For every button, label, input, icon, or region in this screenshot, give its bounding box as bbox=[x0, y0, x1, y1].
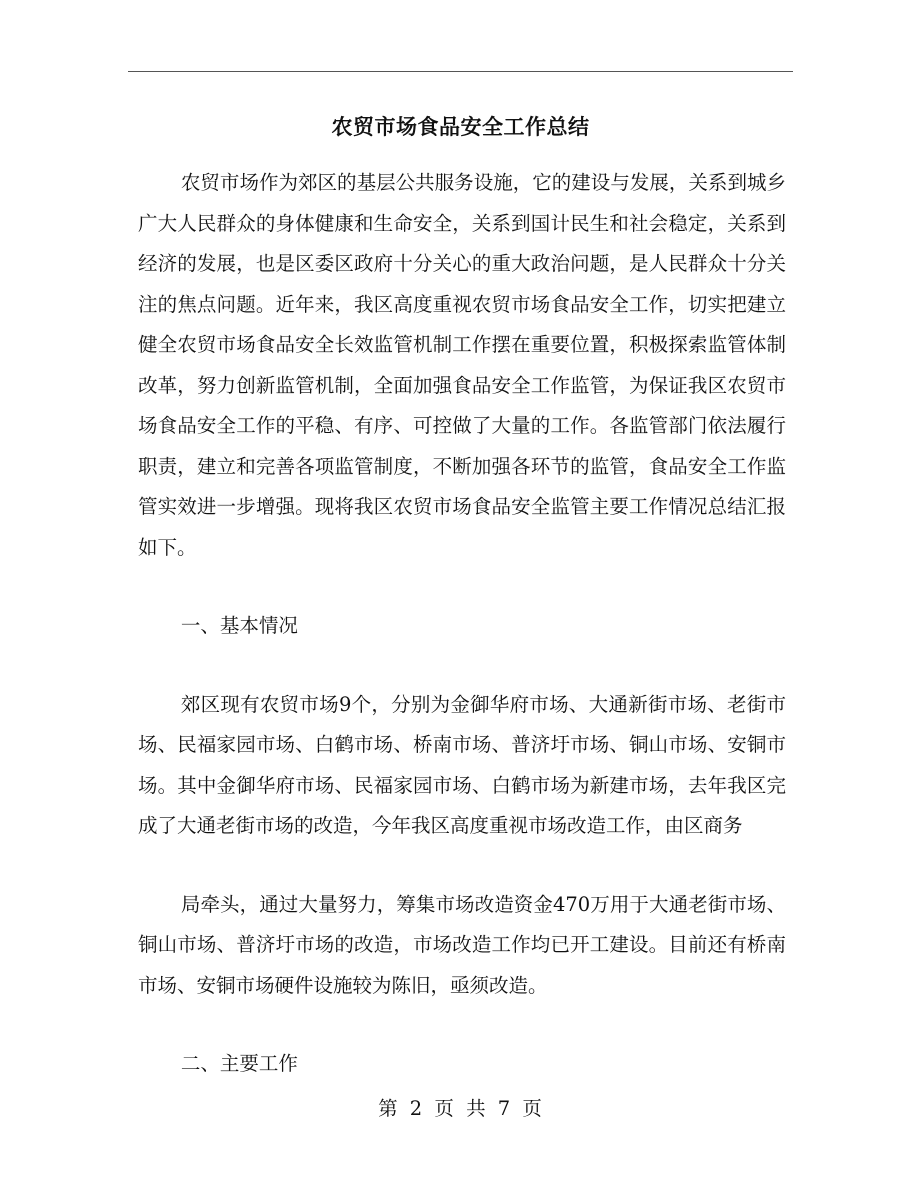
paragraph-market-overview: 郊区现有农贸市场9个，分别为金御华府市场、大通新街市场、老街市场、民福家园市场、白鹤市场、桥南市场、普济圩市场、铜山市场、安铜市场。其中金御华府市场、民福家园市场、白鹤市场为新建市场，去年我区完成了大通老街市场的改造，今年我区高度重视市场改造工作，由区商务 bbox=[138, 692, 786, 837]
section-heading-basic-situation: 一、基本情况 bbox=[180, 614, 298, 637]
page-footer: 第 2 页 共 7 页 bbox=[378, 1097, 542, 1120]
paragraph-intro: 农贸市场作为郊区的基层公共服务设施，它的建设与发展，关系到城乡广大人民群众的身体健康和生命安全，关系到国计民生和社会稳定，关系到经济的发展，也是区委区政府十分关心的重大政治问题，是人民群众十分关注的焦点问题。近年来，我区高度重视农贸市场食品安全工作，切实把建立健全农贸市场食品安全长效监管机制工作摆在重要位置，积极探索监管体制改革，努力创新监管机制，全面加强食品安全工作监管，为保证我区农贸市场食品安全工作的平稳、有序、可控做了大量的工作。各监管部门依法履行职责，建立和完善各项监管制度，不断加强各环节的监管，食品安全工作监管实效进一步增强。现将我区农贸市场食品安全监管主要工作情况总结汇报如下。 bbox=[138, 171, 786, 559]
document-title: 农贸市场食品安全工作总结 bbox=[331, 114, 590, 139]
document-body bbox=[138, 163, 786, 1085]
paragraph-market-renovation: 局牵头，通过大量努力，筹集市场改造资金470万用于大通老街市场、铜山市场、普济圩市场的改造，市场改造工作均已开工建设。目前还有桥南市场、安铜市场硬件设施较为陈旧，亟须改造。 bbox=[138, 892, 786, 997]
section-heading-main-work: 二、主要工作 bbox=[180, 1052, 298, 1075]
header-rule bbox=[128, 71, 793, 72]
